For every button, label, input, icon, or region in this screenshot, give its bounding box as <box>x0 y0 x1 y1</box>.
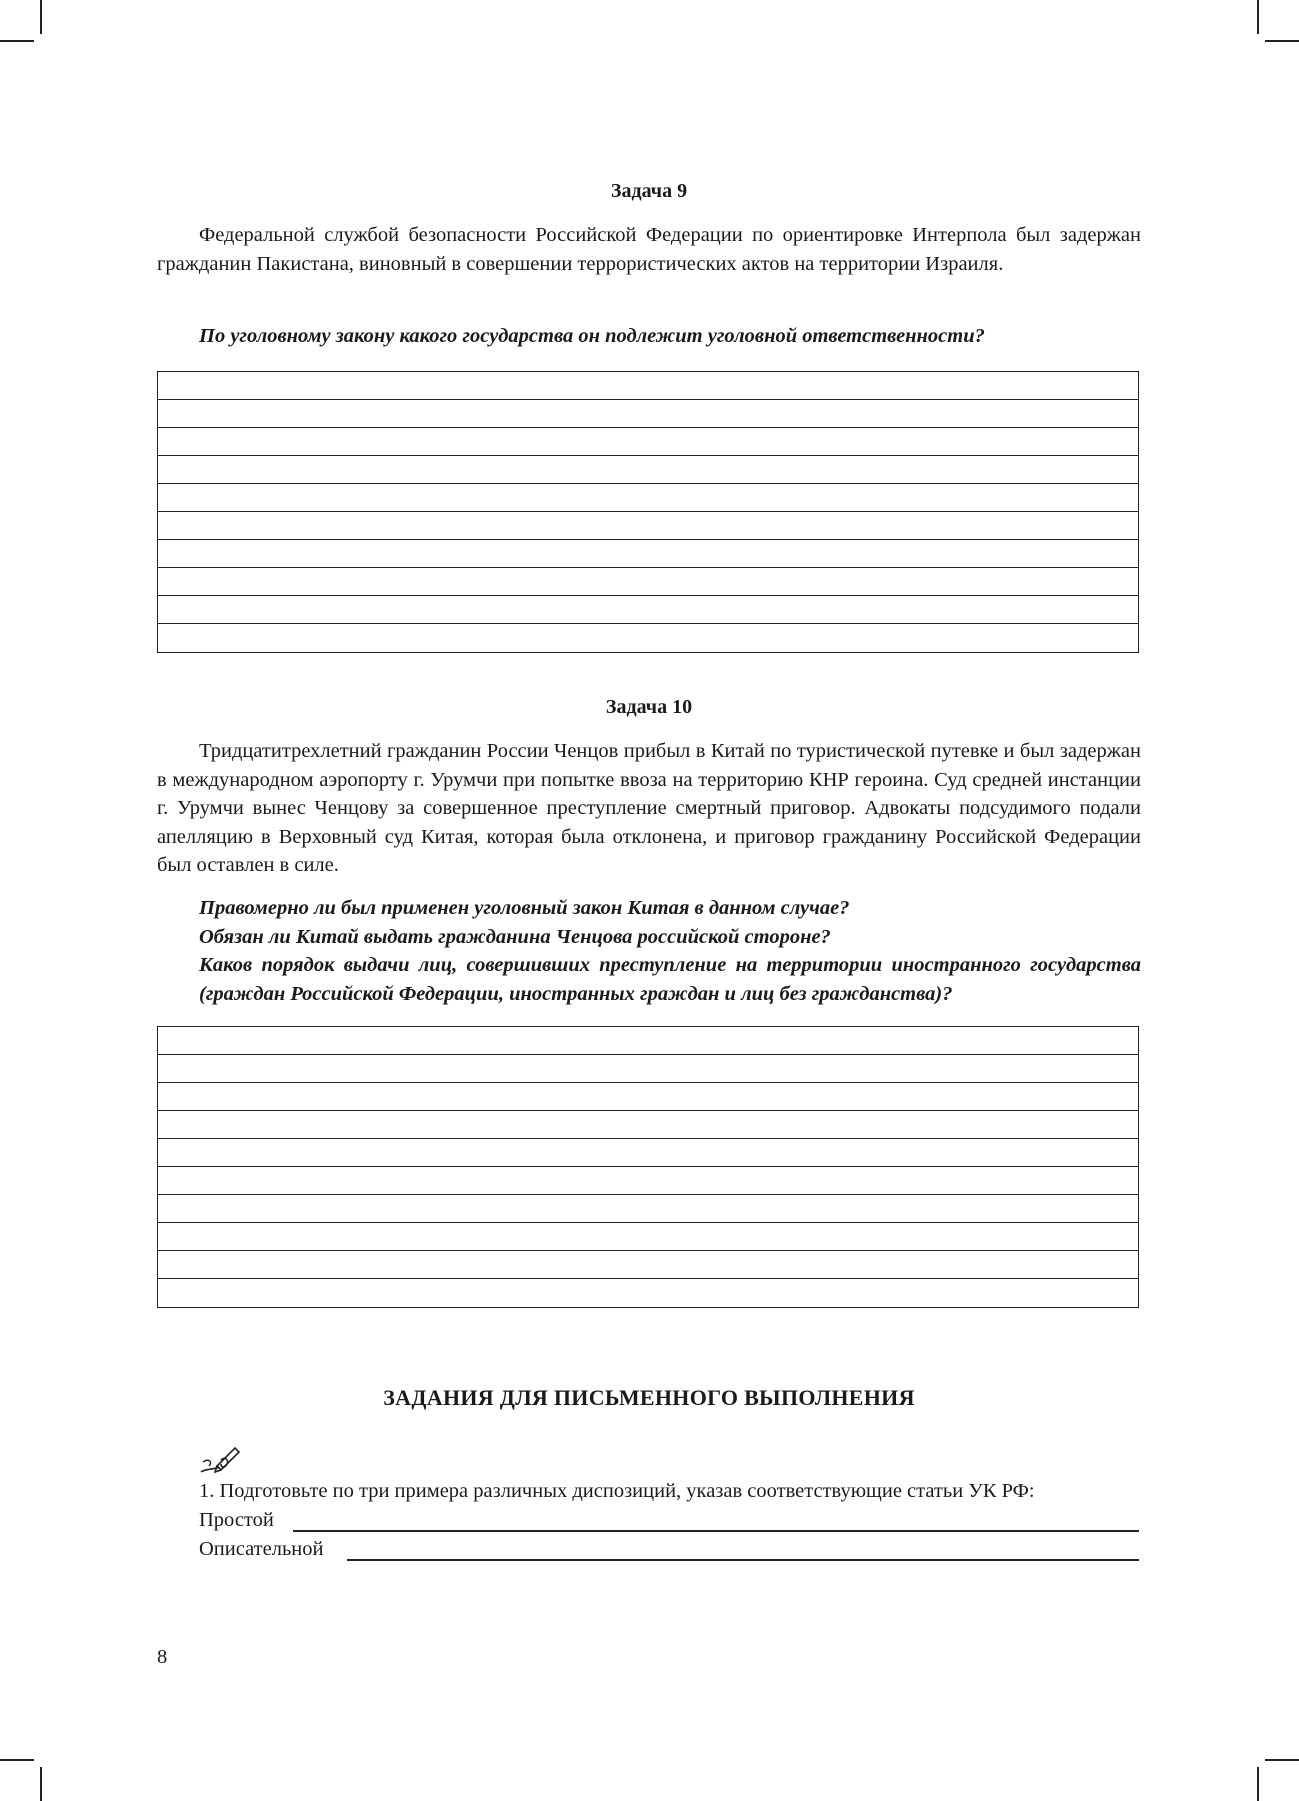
answer-line[interactable] <box>158 428 1138 456</box>
answer-line[interactable] <box>158 1083 1138 1111</box>
crop-mark <box>0 40 34 42</box>
answer-line[interactable] <box>158 1251 1138 1279</box>
answer-line[interactable] <box>158 596 1138 624</box>
answer-line[interactable] <box>158 568 1138 596</box>
answer-line[interactable] <box>158 1167 1138 1195</box>
answer-line[interactable] <box>158 540 1138 568</box>
task9-question-block <box>199 322 1141 351</box>
answer-line[interactable] <box>158 1279 1138 1307</box>
answer-line[interactable] <box>158 372 1138 400</box>
answer-line[interactable] <box>158 1139 1138 1167</box>
crop-mark <box>1265 1759 1299 1761</box>
written-heading: ЗАДАНИЯ ДЛЯ ПИСЬМЕННОГО ВЫПОЛНЕНИЯ <box>383 1385 915 1410</box>
answer-line[interactable] <box>158 400 1138 428</box>
crop-mark <box>40 0 42 34</box>
task9-answer-grid[interactable] <box>157 371 1139 653</box>
written-item-1: 1. Подготовьте по три примера различных диспозиций, указав соответствующие статьи УК РФ: <box>199 1480 1035 1502</box>
page-number: 8 <box>157 1646 168 1668</box>
writing-hand-icon <box>199 1442 243 1476</box>
answer-line[interactable] <box>158 456 1138 484</box>
task10-text: Тридцатитрехлетний гражданин России Ченцов прибыл в Китай по туристической путевке и был задержан в международном аэропорту г. Урумчи при попытке ввоза на территорию КНР героина. Суд средней инстанции г. Урумчи вынес Ченцову за совершенное преступление смертный приговор. Адвокаты подсудимого подали апелляцию в Верховный суд Китая, которая была отклонена, и приговор гражданину Российской Федерации был оставлен в силе. <box>157 740 1141 876</box>
task9-title: Задача 9 <box>610 180 688 202</box>
simple-label: Простой <box>199 1509 274 1531</box>
answer-line[interactable] <box>158 1055 1138 1083</box>
crop-mark <box>40 1767 42 1801</box>
task10-answer-grid[interactable] <box>157 1026 1139 1308</box>
answer-line[interactable] <box>158 512 1138 540</box>
task10-title: Задача 10 <box>605 696 693 718</box>
task9-question: По уголовному закону какого государства он подлежит уголовной ответственности? <box>199 325 985 347</box>
answer-line[interactable] <box>158 484 1138 512</box>
crop-mark <box>0 1759 34 1761</box>
answer-line[interactable] <box>158 1223 1138 1251</box>
crop-mark <box>1257 0 1259 34</box>
task10-questions <box>199 894 1141 1008</box>
simple-blank-line[interactable] <box>293 1530 1139 1532</box>
descriptive-label: Описательной <box>199 1538 324 1560</box>
task10-question: Каков порядок выдачи лиц, совершивших преступление на территории иностранного государства (граждан Российской Федерации, иностранных граждан и лиц без гражданства)? <box>199 954 1141 1005</box>
task9-text: Федеральной службой безопасности Российской Федерации по ориентировке Интерпола был задержан гражданин Пакистана, виновный в совершении террористических актов на территории Израиля. <box>157 224 1141 275</box>
answer-line[interactable] <box>158 624 1138 652</box>
descriptive-blank-line[interactable] <box>347 1559 1139 1561</box>
crop-mark <box>1257 1767 1259 1801</box>
crop-mark <box>1265 40 1299 42</box>
task10-question: Обязан ли Китай выдать гражданина Ченцова российской стороне? <box>199 925 831 948</box>
answer-line[interactable] <box>158 1027 1138 1055</box>
task10-question: Правомерно ли был применен уголовный закон Китая в данном случае? <box>199 897 850 919</box>
answer-line[interactable] <box>158 1111 1138 1139</box>
answer-line[interactable] <box>158 1195 1138 1223</box>
